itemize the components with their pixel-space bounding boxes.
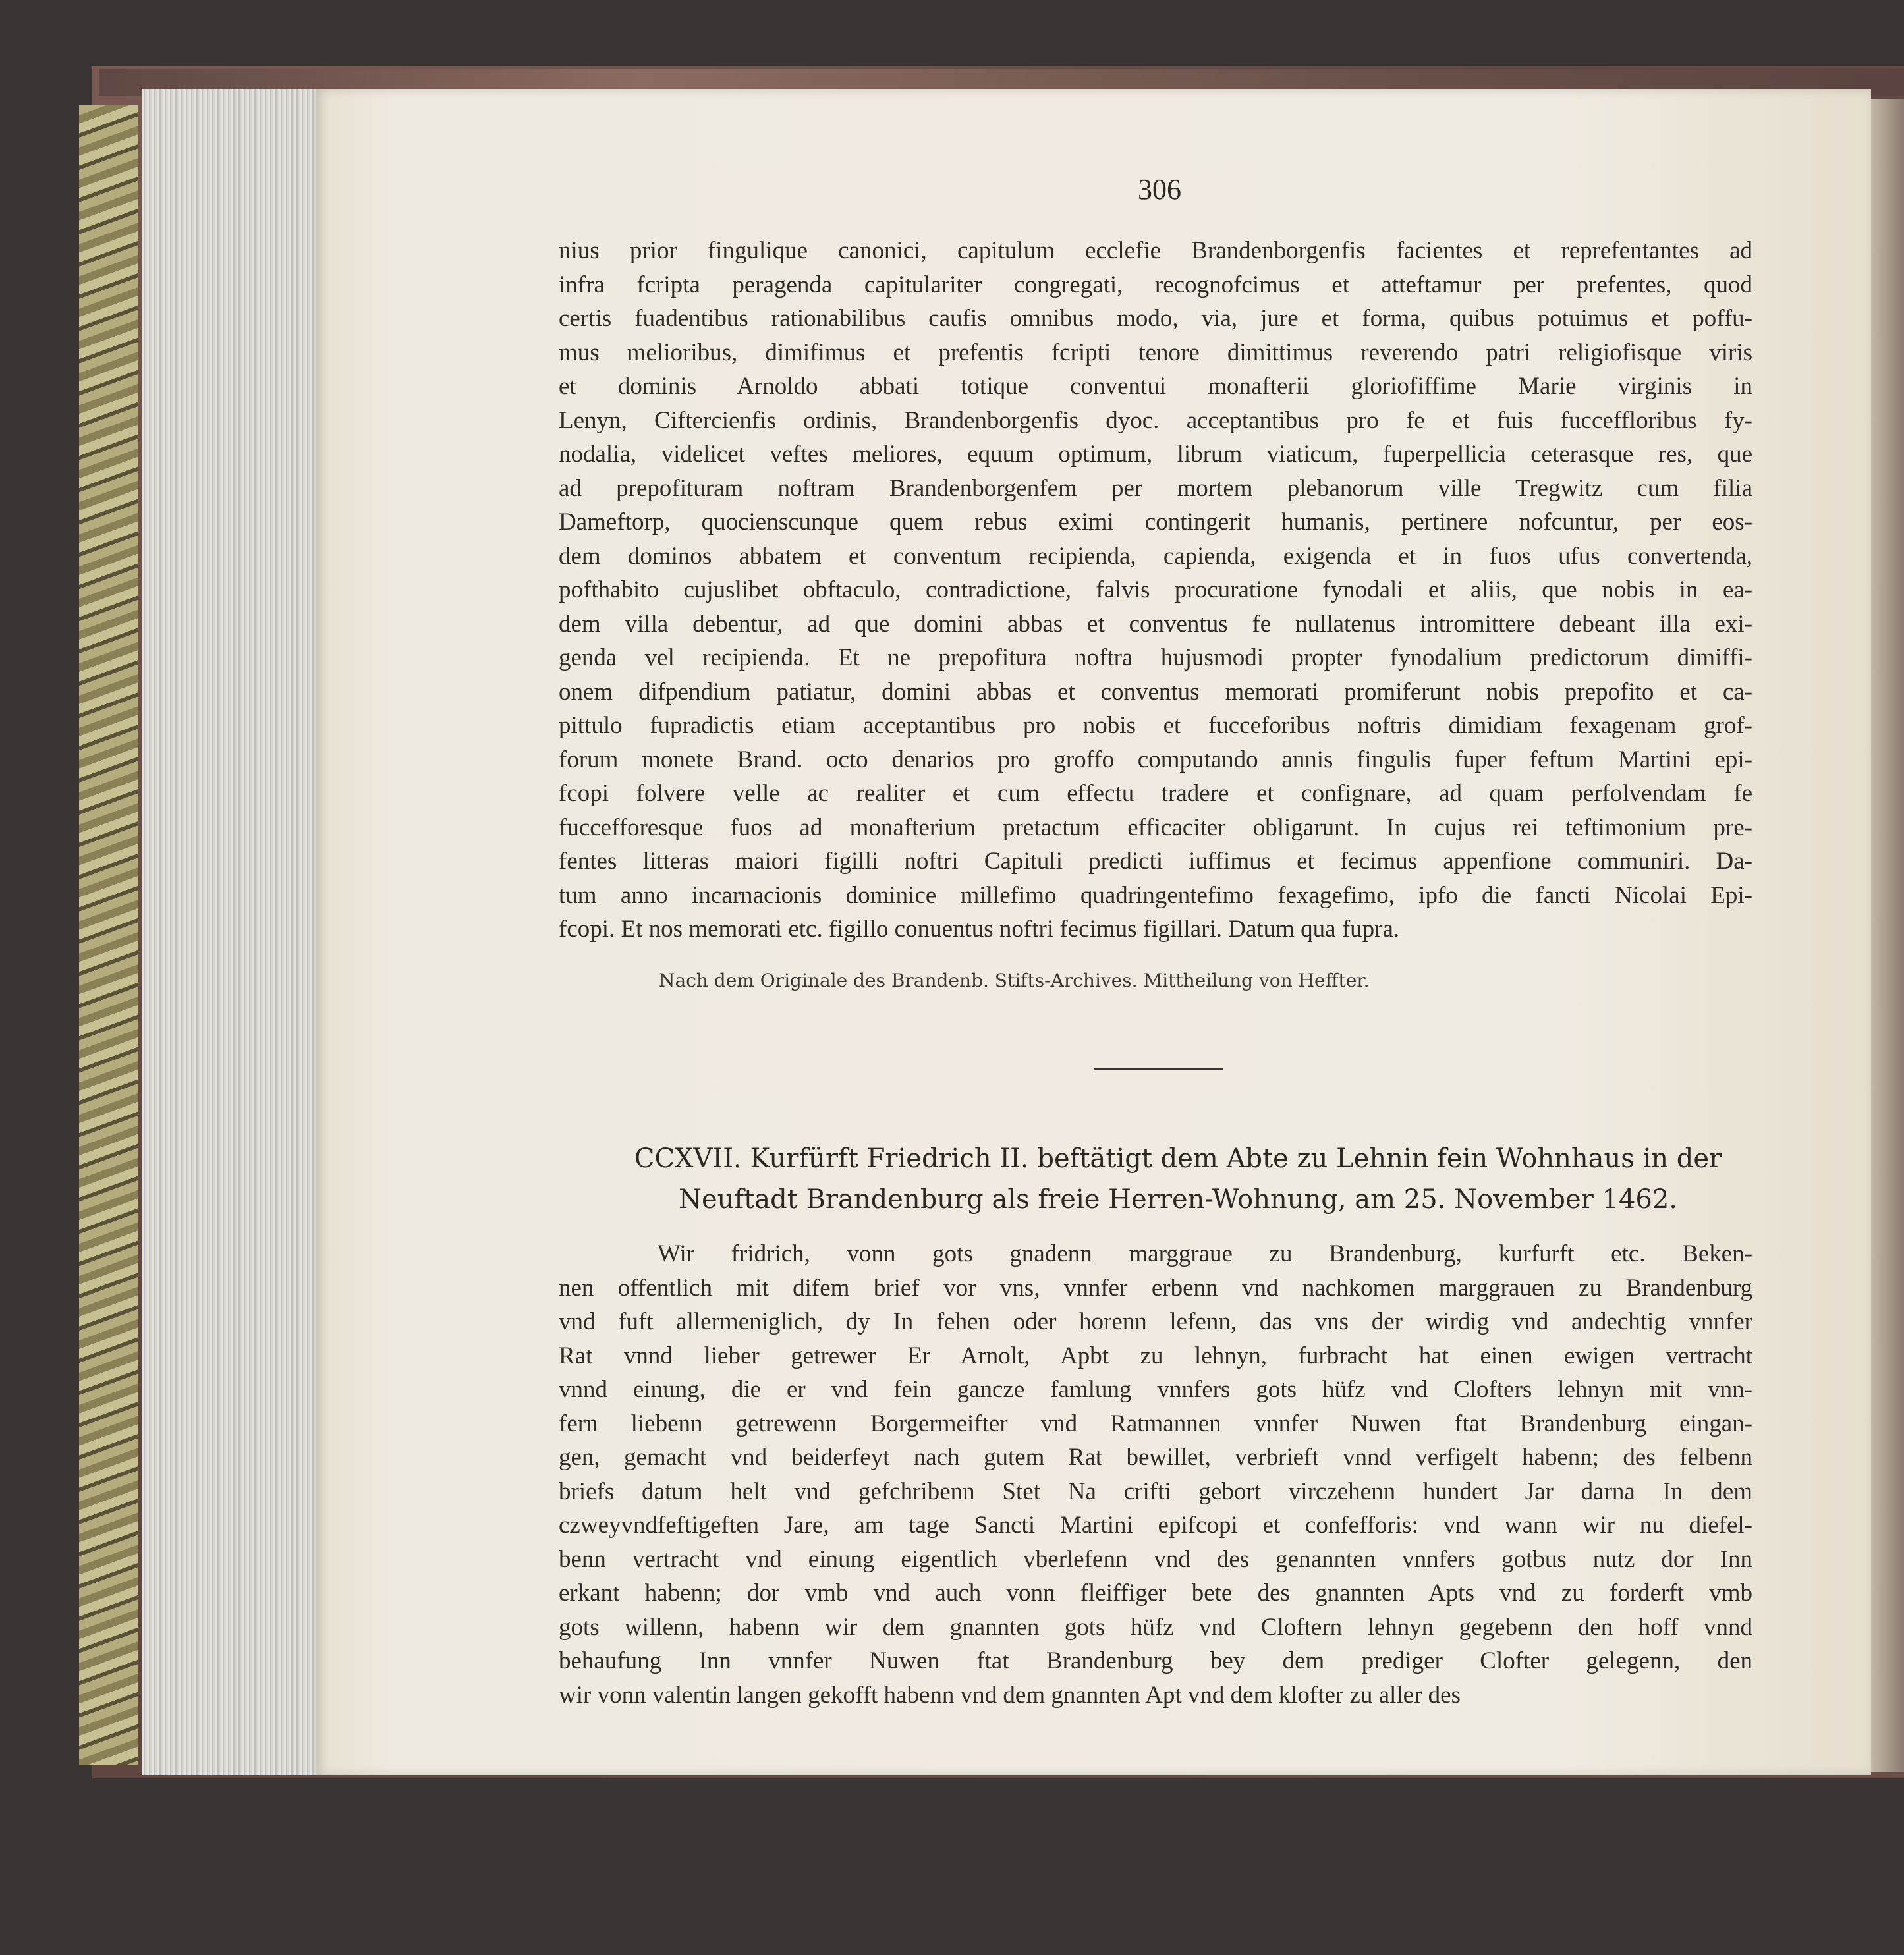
text-line: Wir fridrich, vonn gots gnadenn marggraue zu Brandenburg, kurfurft etc. Beken- xyxy=(658,1240,1752,1267)
text-line: ad prepofituram noftram Brandenborgenfem per mortem plebanorum ville Tregwitz cum filia xyxy=(559,474,1752,502)
heading-line: CCXVII. Kurfürft Friedrich II. beftätigt dem Abte zu Lehnin fein Wohnhaus in der xyxy=(634,1143,1722,1174)
text-line: genda vel recipienda. Et ne prepofitura noftra hujusmodi propter fynodalium predictorum dimiffi- xyxy=(559,644,1752,671)
document-heading xyxy=(625,1138,1731,1220)
text-line: fern liebenn getrewenn Borgermeifter vnd Ratmannen vnnfer Nuwen ftat Brandenburg eingan- xyxy=(559,1410,1752,1437)
text-line: nen offentlich mit difem brief vor vns, vnnfer erbenn vnd nachkomen marggrauen zu Brandenburg xyxy=(559,1274,1752,1302)
text-line: czweyvndfeftigeften Jare, am tage Sancti Martini epifcopi et confefforis: vnd wann wir nu diefel- xyxy=(559,1512,1752,1539)
text-line: gen, gemacht vnd beiderfeyt nach gutem Rat bewillet, verbrieft vnnd verfigelt habenn; des felbenn xyxy=(559,1444,1752,1471)
text-line: dem villa debentur, ad que domini abbas et conventus fe nullatenus intromittere debeant illa exi- xyxy=(559,610,1752,638)
source-note: Nach dem Originale des Brandenb. Stifts-Archives. Mittheilung von Heffter. xyxy=(659,970,1370,991)
text-line: behaufung Inn vnnfer Nuwen ftat Brandenburg bey dem prediger Clofter gelegenn, den xyxy=(559,1647,1752,1674)
text-line: fentes litteras maiori figilli noftri Capituli predicti iuffimus et fecimus appenfione communiri. Da- xyxy=(559,848,1752,875)
text-line: infra fcripta peragenda capitulariter congregati, recognofcimus et atteftamur per prefentes, quod xyxy=(559,271,1752,298)
text-line: fcopi. Et nos memorati etc. figillo conuentus noftri fecimus figillari. Datum qua fupra. xyxy=(559,916,1400,943)
text-line: dem dominos abbatem et conventum recipienda, capienda, exigenda et in fuos ufus convertenda, xyxy=(559,542,1752,570)
text-line: mus melioribus, dimifimus et prefentis fcripti tenore dimittimus reverendo patri religiofisque viris xyxy=(559,339,1752,366)
text-line: vnd fuft allermeniglich, dy In fehen oder horenn lefenn, das vns der wirdig vnd andechtig vnnfer xyxy=(559,1308,1752,1335)
charter-text-paragraph xyxy=(559,234,1752,947)
text-line: Lenyn, Ciftercienfis ordinis, Brandenborgenfis dyoc. acceptantibus pro fe et fuis fucceffloribus fy- xyxy=(559,406,1752,434)
text-line: nodalia, videlicet veftes meliores, equum optimum, librum viaticum, fuperpellicia ceterasque res, que xyxy=(559,441,1752,468)
text-line: Dameftorp, quocienscunque quem rebus eximi contingerit humanis, pertinere nofcuntur, per eos- xyxy=(559,509,1752,536)
text-line: tum anno incarnacionis dominice millefimo quadringentefimo fexagefimo, ipfo die fancti Nicolai Epi- xyxy=(559,881,1752,909)
text-line: fcopi folvere velle ac realiter et cum effectu tradere et confignare, ad quam perfolvendam fe xyxy=(559,780,1752,807)
text-line: forum monete Brand. octo denarios pro groffo computando annis fingulis fuper feftum Martini epi- xyxy=(559,746,1752,773)
text-line: Rat vnnd lieber getrewer Er Arnolt, Apbt zu lehnyn, furbracht hat einen ewigen vertracht xyxy=(559,1342,1752,1369)
section-divider xyxy=(1094,1068,1223,1070)
text-line: briefs datum helt vnd gefchribenn Stet Na crifti gebort virczehenn hundert Jar darna In dem xyxy=(559,1477,1752,1505)
document-text-paragraph xyxy=(559,1237,1752,1712)
text-line: fuccefforesque fuos ad monafterium pretactum efficaciter obligarunt. In cujus rei teftimonium pre- xyxy=(559,813,1752,841)
text-line: pittulo fupradictis etiam acceptantibus pro nobis et fucceforibus noftris dimidiam fexagenam grof- xyxy=(559,712,1752,739)
text-line: onem difpendium patiatur, domini abbas et conventus memorati promiferunt nobis prepofito et ca- xyxy=(559,678,1752,705)
marbled-endpaper xyxy=(79,105,138,1765)
page-number: 306 xyxy=(1138,173,1181,206)
text-line: gots willenn, habenn wir dem gnannten gots hüfz vnd Cloftern lehnyn gegebenn den hoff vnnd xyxy=(559,1613,1752,1641)
text-line: et dominis Arnoldo abbati totique conventui monafterii gloriofiffime Marie virginis in xyxy=(559,373,1752,400)
page-edges xyxy=(142,89,316,1775)
text-line: pofthabito cujuslibet obftaculo, contradictione, falvis procuratione fynodali et aliis, que nobis in ea- xyxy=(559,576,1752,603)
heading-line: Neuftadt Brandenburg als freie Herren-Wohnung, am 25. November 1462. xyxy=(678,1184,1678,1215)
text-line: nius prior fingulique canonici, capitulum ecclefie Brandenborgenfis facientes et reprefentantes ad xyxy=(559,237,1752,264)
text-line: certis fuadentibus rationabilibus caufis omnibus modo, via, jure et forma, quibus potuimus et poffu- xyxy=(559,305,1752,332)
text-line: vnnd einung, die er vnd fein gancze famlung vnnfers gots hüfz vnd Clofters lehnyn mit vnn- xyxy=(559,1376,1752,1403)
text-line: benn vertracht vnd einung eigentlich vberlefenn vnd des genannten vnnfers gotbus nutz dor Inn xyxy=(559,1545,1752,1573)
text-line: erkant habenn; dor vmb vnd auch vonn fleiffiger bete des gnannten Apts vnd zu forderft vmb xyxy=(559,1580,1752,1607)
text-line: wir vonn valentin langen gekofft habenn vnd dem gnannten Apt vnd dem klofter zu aller des xyxy=(559,1681,1461,1709)
